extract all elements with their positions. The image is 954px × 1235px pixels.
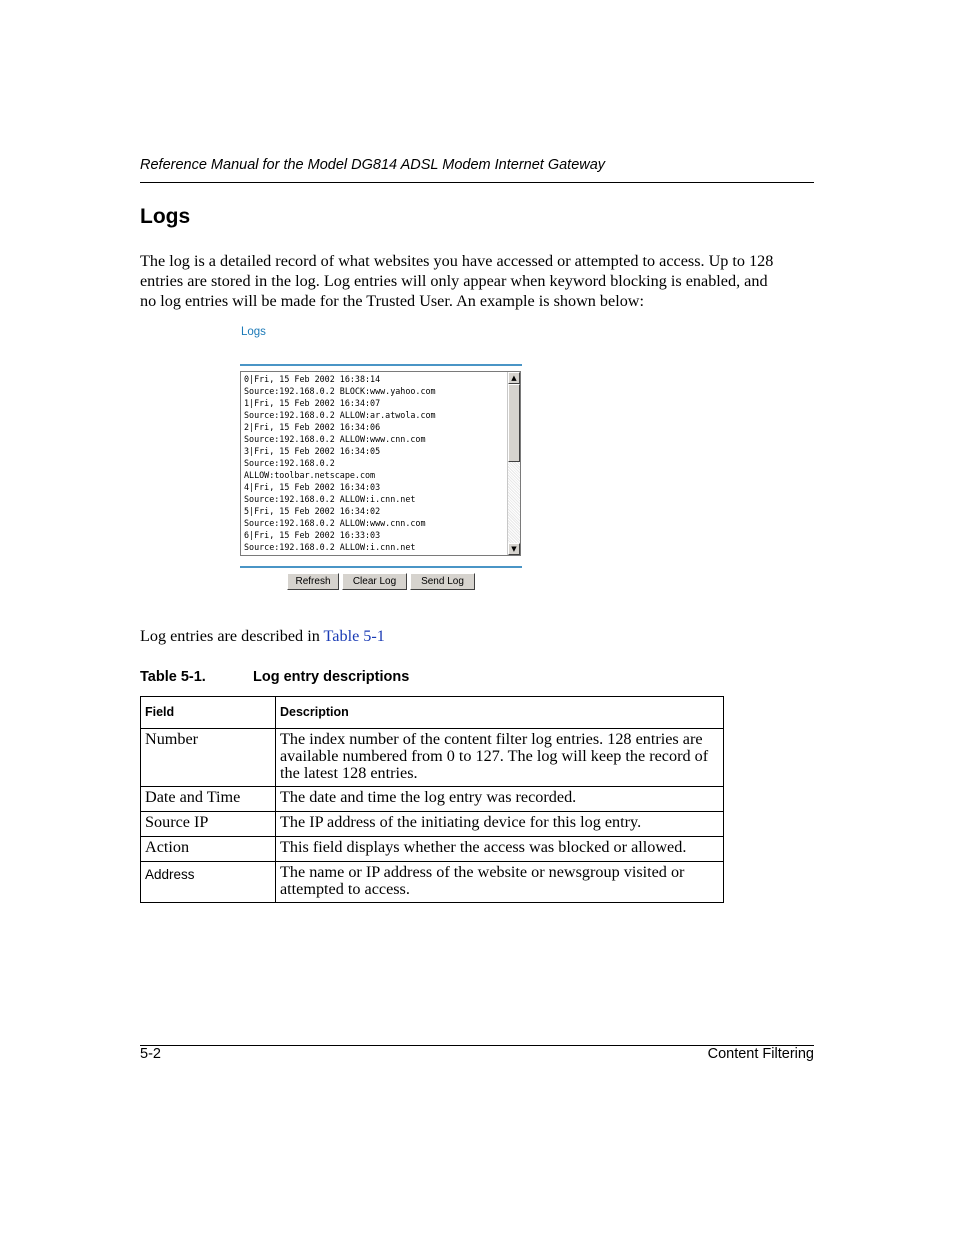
row-field: Number [141, 729, 276, 787]
table-caption-title: Log entry descriptions [253, 669, 410, 685]
log-textarea[interactable] [240, 371, 521, 556]
row-field: Date and Time [141, 787, 276, 812]
table-row [141, 862, 724, 903]
clear-log-button[interactable]: Clear Log [342, 573, 407, 590]
panel-divider-bottom [240, 566, 522, 568]
row-field: Address [141, 862, 276, 903]
table-row [141, 812, 724, 837]
scroll-down-arrow-icon[interactable]: ▼ [508, 543, 520, 555]
intro-line-3: no log entries will be made for the Trusted User. An example is shown below: [140, 292, 644, 310]
scroll-thumb[interactable] [508, 384, 520, 462]
header-description: Description [276, 697, 724, 729]
row-description: The IP address of the initiating device for this log entry. [276, 812, 724, 837]
row-description: The date and time the log entry was recorded. [276, 787, 724, 812]
section-heading: Logs [140, 205, 191, 228]
header-rule [140, 182, 814, 183]
logs-panel-title: Logs [241, 326, 266, 338]
refresh-button[interactable]: Refresh [287, 573, 339, 590]
log-entries-text: 0|Fri, 15 Feb 2002 16:38:14 Source:192.168.0.2 BLOCK:www.yahoo.com 1|Fri, 15 Feb 2002 16:34:07 Source:192.168.0.2 ALLOW:ar.atwola.com 2|Fri, 15 Feb 2002 16:34:06 Source:192.168.0.2 ALLOW:www.cnn.com 3|Fri, 15 Feb 2002 16:34:05 Source:192.168.0.2 ALLOW:toolbar.netscape.com 4|Fri, 15 Feb 2002 16:34:03 Source:192.168.0.2 ALLOW:i.cnn.net 5|Fri, 15 Feb 2002 16:34:02 Source:192.168.0.2 ALLOW:www.cnn.com 6|Fri, 15 Feb 2002 16:33:03 Source:192.168.0.2 ALLOW:i.cnn.net [244, 374, 436, 552]
intro-line-2: entries are stored in the log. Log entries will only appear when keyword blocking is enabled, and [140, 272, 768, 290]
row-description: The name or IP address of the website or newsgroup visited or attempted to access. [276, 862, 724, 903]
table-row [141, 837, 724, 862]
table-5-1-link[interactable]: Table 5-1 [323, 627, 385, 645]
reference-prefix: Log entries are described in [140, 627, 324, 645]
running-header-title: Reference Manual for the Model DG814 ADSL Modem Internet Gateway [140, 157, 606, 173]
table-reference-sentence [140, 627, 385, 646]
send-log-button[interactable]: Send Log [410, 573, 475, 590]
table-row [141, 787, 724, 812]
row-field: Source IP [141, 812, 276, 837]
intro-paragraph [140, 251, 820, 311]
log-entry-descriptions-table [140, 696, 724, 903]
table-row [141, 729, 724, 787]
table-header-row [141, 697, 724, 729]
intro-line-1: The log is a detailed record of what websites you have accessed or attempted to access. Up to 128 [140, 252, 774, 270]
log-scrollbar[interactable] [507, 372, 520, 555]
table-caption-number: Table 5-1. [140, 669, 206, 685]
row-field: Action [141, 837, 276, 862]
header-field: Field [141, 697, 276, 729]
chapter-name: Content Filtering [707, 1046, 814, 1062]
page-number: 5-2 [140, 1046, 161, 1062]
scroll-up-arrow-icon[interactable]: ▲ [508, 372, 520, 384]
row-description: This field displays whether the access was blocked or allowed. [276, 837, 724, 862]
row-description: The index number of the content filter log entries. 128 entries are available numbered from 0 to 127. The log will keep the record of the latest 128 entries. [276, 729, 724, 787]
panel-divider-top [240, 364, 522, 366]
